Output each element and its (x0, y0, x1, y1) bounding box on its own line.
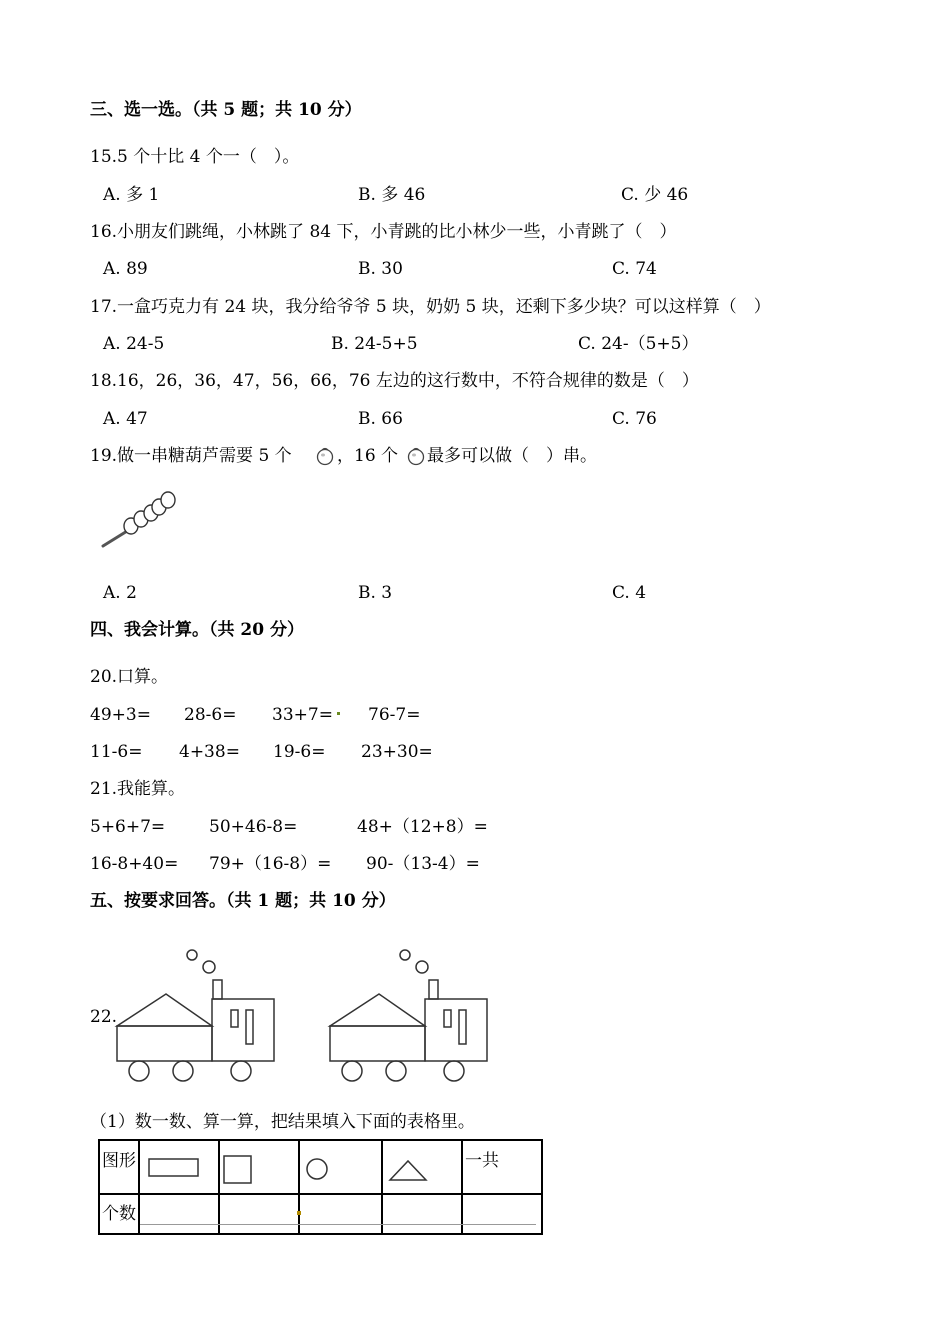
table-cell-circle (299, 1140, 382, 1194)
question-18-option-b[interactable]: B. 66 (358, 409, 403, 429)
question-18-option-c[interactable]: C. 76 (612, 409, 657, 429)
question-16-option-b[interactable]: B. 30 (358, 259, 403, 279)
count-input-triangle[interactable] (382, 1194, 462, 1234)
question-15-option-a[interactable]: A. 多 1 (103, 185, 160, 205)
question-15-option-c[interactable]: C. 少 46 (621, 185, 689, 205)
sub-question-1: （1）数一数、算一算，把结果填入下面的表格里。 (90, 1112, 475, 1132)
mental-math-item: 76-7= (368, 705, 421, 725)
two-trains-figure (112, 942, 492, 1087)
stray-dot (337, 712, 340, 715)
question-17-option-b[interactable]: B. 24-5+5 (331, 334, 418, 354)
table-cell-total: 一共 (462, 1140, 542, 1194)
table-cell-square (219, 1140, 299, 1194)
table-cell-triangle (382, 1140, 462, 1194)
mental-math-item: 4+38= (179, 742, 240, 762)
question-18-option-a[interactable]: A. 47 (103, 409, 148, 429)
train-right (330, 950, 487, 1081)
section3-heading: 三、选一选。（共 5 题；共 10 分） (90, 100, 362, 120)
question-16-option-a[interactable]: A. 89 (103, 259, 148, 279)
question-16-stem: 16.小朋友们跳绳，小林跳了 84 下，小青跳的比小林少一些，小青跳了（ ） (90, 222, 677, 242)
square-icon (223, 1155, 253, 1185)
stray-dot (297, 1211, 301, 1215)
question-17-stem: 17.一盒巧克力有 24 块，我分给爷爷 5 块，奶奶 5 块，还剩下多少块？可以这样算（ ） (90, 297, 771, 317)
section5-heading: 五、按要求回答。（共 1 题；共 10 分） (90, 891, 396, 911)
question-20-label: 20.口算。 (90, 667, 169, 687)
count-input-rectangle[interactable] (139, 1194, 219, 1234)
question-19-stem-part3: 最多可以做（ ）串。 (427, 446, 597, 466)
calculation-item: 79+（16-8）= (209, 854, 332, 874)
table-row-header-count: 个数 (99, 1194, 139, 1234)
question-19-option-a[interactable]: A. 2 (103, 583, 137, 603)
rectangle-icon (148, 1158, 200, 1178)
question-16-option-c[interactable]: C. 74 (612, 259, 657, 279)
mental-math-item: 19-6= (273, 742, 326, 762)
question-21-label: 21.我能算。 (90, 779, 186, 799)
question-19-stem-part2: ，16 个 (337, 446, 399, 466)
question-17-option-c[interactable]: C. 24-（5+5） (578, 334, 699, 354)
hawthorn-berry-icon (406, 446, 426, 466)
mental-math-item: 11-6= (90, 742, 143, 762)
shape-count-table (98, 1139, 543, 1235)
calculation-item: 16-8+40= (90, 854, 179, 874)
calculation-item: 50+46-8= (209, 817, 298, 837)
section4-heading: 四、我会计算。（共 20 分） (90, 620, 304, 640)
question-22-label: 22. (90, 1007, 118, 1027)
table-row-header-shapes: 图形 (99, 1140, 139, 1194)
mental-math-item: 28-6= (184, 705, 237, 725)
train-left (117, 950, 274, 1081)
mental-math-item: 23+30= (361, 742, 433, 762)
triangle-icon (389, 1160, 429, 1182)
table-cell-rectangle (139, 1140, 219, 1194)
calculation-item: 48+（12+8）= (357, 817, 488, 837)
calculation-item: 5+6+7= (90, 817, 166, 837)
mental-math-item: 33+7= (272, 705, 333, 725)
count-input-total[interactable] (462, 1194, 542, 1234)
circle-icon (306, 1158, 330, 1182)
question-19-stem-part1: 19.做一串糖葫芦需要 5 个 (90, 446, 292, 466)
count-input-circle[interactable] (299, 1194, 382, 1234)
question-18-stem: 18.16，26，36，47，56，66，76 左边的这行数中，不符合规律的数是（ ） (90, 371, 699, 391)
answer-underline (140, 1224, 536, 1225)
question-15-option-b[interactable]: B. 多 46 (358, 185, 426, 205)
candied-hawthorn-stick-image (98, 488, 180, 552)
question-15-stem: 15.5 个十比 4 个一（ ）。 (90, 147, 300, 167)
question-19-option-b[interactable]: B. 3 (358, 583, 393, 603)
count-input-square[interactable] (219, 1194, 299, 1234)
question-17-option-a[interactable]: A. 24-5 (103, 334, 165, 354)
calculation-item: 90-（13-4）= (366, 854, 480, 874)
mental-math-item: 49+3= (90, 705, 151, 725)
hawthorn-berry-icon (315, 446, 335, 466)
question-19-option-c[interactable]: C. 4 (612, 583, 647, 603)
